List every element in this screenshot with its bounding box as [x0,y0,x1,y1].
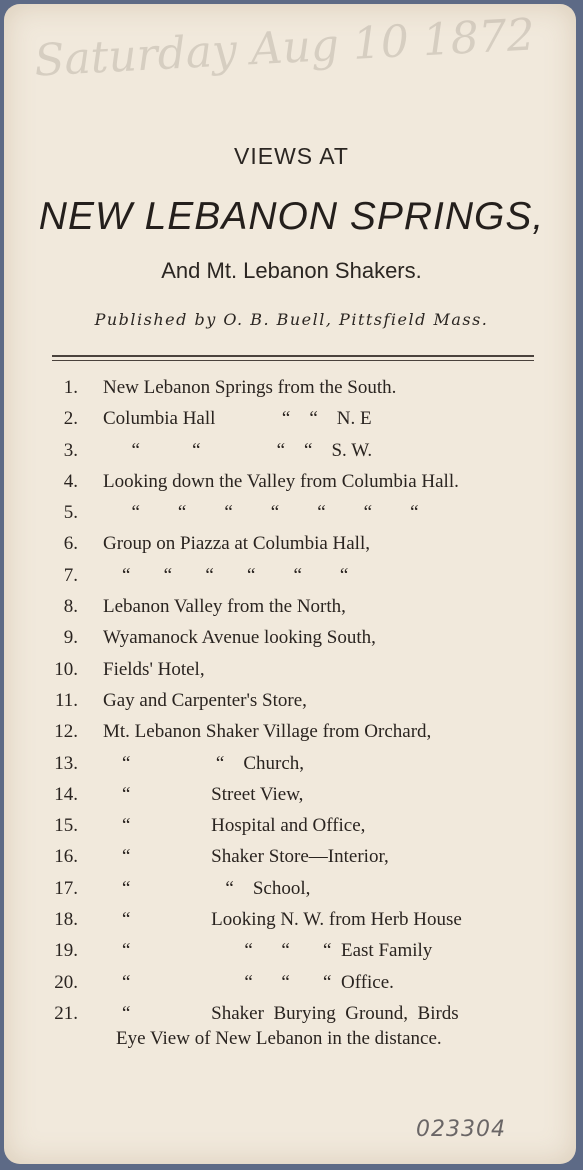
item-text: “ “ “ “ Office. [103,971,394,993]
divider-thick [52,355,534,357]
list-item [0,841,583,872]
page-title: NEW LEBANON SPRINGS, [38,195,545,238]
item-number: 13. [54,752,78,774]
list-item [0,935,583,966]
list-item [0,998,583,1029]
list-item [0,466,583,497]
list-item [0,685,583,716]
item-text: “ Looking N. W. from Herb House [103,909,462,931]
item-text: “ “ “ “ “ “ [103,564,349,586]
item-number: 19. [54,940,78,962]
item-text: Lebanon Valley from the North, [103,596,346,618]
item-number: 21. [54,1002,78,1024]
list-item [0,372,583,403]
item-text: “ “ “ “ “ “ “ [103,502,419,524]
list-item [0,748,583,779]
item-text: New Lebanon Springs from the South. [103,377,397,398]
publisher-line: Published by O. B. Buell, Pittsfield Mass. [94,310,489,329]
list-item [0,403,583,434]
item-text: “ “ “ “ East Family [103,940,433,962]
item-number: 11. [54,689,78,711]
list-item [0,497,583,528]
item-number: 14. [54,783,78,805]
item-text: “ Shaker Store—Interior, [103,846,389,868]
list-item [0,654,583,685]
item-text: “ Hospital and Office, [103,815,366,837]
item-number: 18. [54,909,78,931]
list-item [0,779,583,810]
item-number: 2. [63,408,78,430]
item-number: 20. [54,971,78,993]
list-item [0,622,583,653]
list-item [0,591,583,622]
item-text: Wyamanock Avenue looking South, [103,627,376,649]
item-text: Looking down the Valley from Columbia Hall. [103,470,459,492]
item-number: 8. [63,596,78,618]
item-number: 6. [63,533,78,555]
item-number: 12. [54,721,78,743]
list-item [0,560,583,591]
views-list [0,372,583,1029]
item-number: 7. [63,564,78,586]
item-number: 4. [63,470,78,492]
list-item [0,904,583,935]
list-item [0,716,583,747]
item-number: 3. [63,439,78,461]
item-number: 15. [54,815,78,837]
list-item [0,873,583,904]
handwritten-date: Saturday Aug 10 1872 [33,9,536,87]
catalog-number: 023304 [416,1117,506,1142]
item-text: “ Shaker Burying Ground, Birds [103,1002,459,1024]
item-text: “ “ “ “ S. W. [103,439,373,461]
list-item [0,528,583,559]
item-number: 16. [54,846,78,868]
item-number: 1. [63,377,78,398]
views-at-heading: VIEWS AT [234,143,349,169]
item-number: 9. [63,627,78,649]
list-item [0,967,583,998]
item-text: “ “ Church, [103,752,305,774]
item-text: Mt. Lebanon Shaker Village from Orchard, [103,721,432,743]
list-item [0,810,583,841]
list-item [0,435,583,466]
item-text: “ “ School, [103,877,311,899]
item-text: Gay and Carpenter's Store, [103,689,307,711]
item-number: 10. [54,658,78,680]
item-text: Group on Piazza at Columbia Hall, [103,533,370,555]
subtitle: And Mt. Lebanon Shakers. [161,258,422,283]
continuation-line: Eye View of New Lebanon in the distance. [116,1028,442,1049]
divider-thin [52,360,534,361]
item-number: 5. [63,502,78,524]
item-text: “ Street View, [103,783,304,805]
item-text: Fields' Hotel, [103,658,205,680]
item-text: Columbia Hall “ “ N. E [103,408,372,430]
item-number: 17. [54,877,78,899]
